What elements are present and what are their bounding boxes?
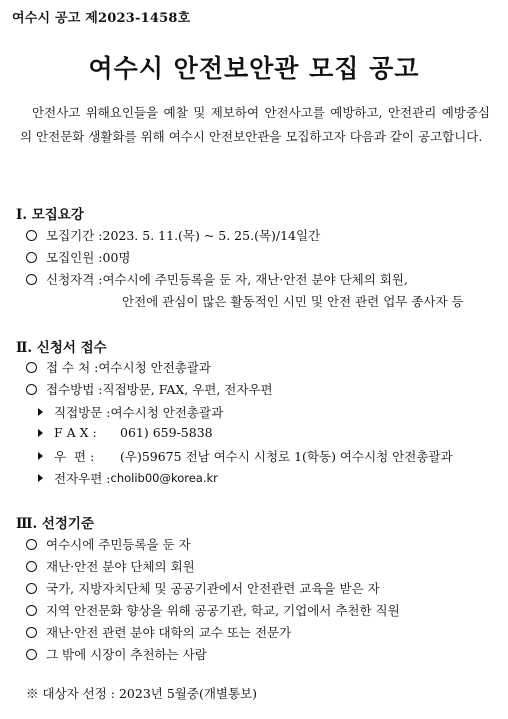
item-label: 접 수 처 : bbox=[46, 360, 99, 375]
list-item bbox=[26, 557, 195, 575]
section-application-title: Ⅱ. 신청서 접수 bbox=[16, 340, 107, 356]
section-criteria-title: Ⅲ. 선정기준 bbox=[16, 516, 95, 532]
criteria-text: 지역 안전문화 향상을 위해 공공기관, 학교, 기업에서 추천한 직원 bbox=[46, 603, 400, 618]
item-value: 직접방문, FAX, 우편, 전자우편 bbox=[102, 382, 273, 397]
list-item bbox=[26, 579, 380, 597]
triangle-bullet-icon bbox=[38, 474, 43, 482]
method-item bbox=[38, 469, 218, 487]
circle-bullet-icon bbox=[26, 539, 37, 550]
triangle-bullet-icon bbox=[38, 452, 43, 460]
list-item bbox=[26, 270, 408, 288]
intro-paragraph bbox=[20, 101, 490, 149]
list-item bbox=[26, 358, 211, 376]
circle-bullet-icon bbox=[26, 649, 37, 660]
circle-bullet-icon bbox=[26, 252, 37, 263]
list-item bbox=[26, 226, 320, 244]
list-item bbox=[26, 380, 273, 398]
list-item bbox=[26, 248, 130, 266]
criteria-text: 재난·안전 분야 단체의 회원 bbox=[46, 559, 195, 574]
method-label: 직접방문 : bbox=[54, 405, 111, 420]
list-item bbox=[26, 645, 207, 663]
method-label: 우 편 : bbox=[54, 449, 99, 464]
circle-bullet-icon bbox=[26, 627, 37, 638]
list-item bbox=[26, 535, 191, 553]
method-label: 전자우편 : bbox=[54, 471, 111, 486]
item-label: 모집기간 : bbox=[46, 228, 103, 243]
item-value: 00명 bbox=[102, 250, 131, 265]
criteria-text: 그 밖에 시장이 추천하는 사람 bbox=[46, 647, 207, 662]
criteria-text: 재난·안전 관련 분야 대학의 교수 또는 전문가 bbox=[46, 625, 292, 640]
triangle-bullet-icon bbox=[38, 408, 43, 416]
item-label: 접수방법 : bbox=[46, 382, 103, 397]
notice-number-value: 제2023-1458호 bbox=[85, 11, 191, 26]
circle-bullet-icon bbox=[26, 384, 37, 395]
criteria-text: 여수시에 주민등록을 둔 자 bbox=[46, 537, 191, 552]
item-label: 모집인원 : bbox=[46, 250, 103, 265]
circle-bullet-icon bbox=[26, 274, 37, 285]
notice-number bbox=[12, 7, 190, 26]
list-item bbox=[26, 601, 400, 619]
notice-prefix: 여수시 공고 bbox=[12, 11, 86, 26]
item-value: 여수시에 주민등록을 둔 자, 재난·안전 분야 단체의 회원, bbox=[102, 272, 408, 287]
method-value: (우)59675 전남 여수시 시청로 1(학동) 여수시청 안전총괄과 bbox=[120, 449, 453, 464]
triangle-bullet-icon bbox=[38, 429, 43, 437]
method-item bbox=[38, 403, 223, 421]
method-value: 여수시청 안전총괄과 bbox=[110, 405, 224, 420]
method-label: F A X : bbox=[54, 425, 101, 440]
qualification-continuation: 안전에 관심이 많은 활동적인 시민 및 안전 관련 업무 종사자 등 bbox=[122, 294, 464, 309]
selection-note: ※ 대상자 선정 : 2023년 5월중(개별통보) bbox=[26, 686, 257, 701]
circle-bullet-icon bbox=[26, 561, 37, 572]
method-item bbox=[38, 425, 213, 440]
intro-text: 안전사고 위해요인들을 예찰 및 제보하여 안전사고를 예방하고, 안전관리 예방중심의 안전문화 생활화를 위해 여수시 안전보안관을 모집하고자 다음과 같이 공고합니다. bbox=[20, 105, 490, 144]
criteria-text: 국가, 지방자치단체 및 공공기관에서 안전관련 교육을 받은 자 bbox=[46, 581, 380, 596]
item-value: 2023. 5. 11.(목) ~ 5. 25.(목)/14일간 bbox=[102, 228, 321, 243]
method-item bbox=[38, 447, 453, 465]
email-value: cholib00@korea.kr bbox=[110, 471, 218, 485]
circle-bullet-icon bbox=[26, 583, 37, 594]
page-title: 여수시 안전보안관 모집 공고 bbox=[88, 54, 420, 83]
circle-bullet-icon bbox=[26, 230, 37, 241]
circle-bullet-icon bbox=[26, 605, 37, 616]
method-value: 061) 659-5838 bbox=[120, 425, 213, 440]
circle-bullet-icon bbox=[26, 362, 37, 373]
item-value: 여수시청 안전총괄과 bbox=[98, 360, 212, 375]
item-label: 신청자격 : bbox=[46, 272, 103, 287]
list-item bbox=[26, 623, 291, 641]
section-recruitment-title: Ⅰ. 모집요강 bbox=[16, 207, 84, 223]
